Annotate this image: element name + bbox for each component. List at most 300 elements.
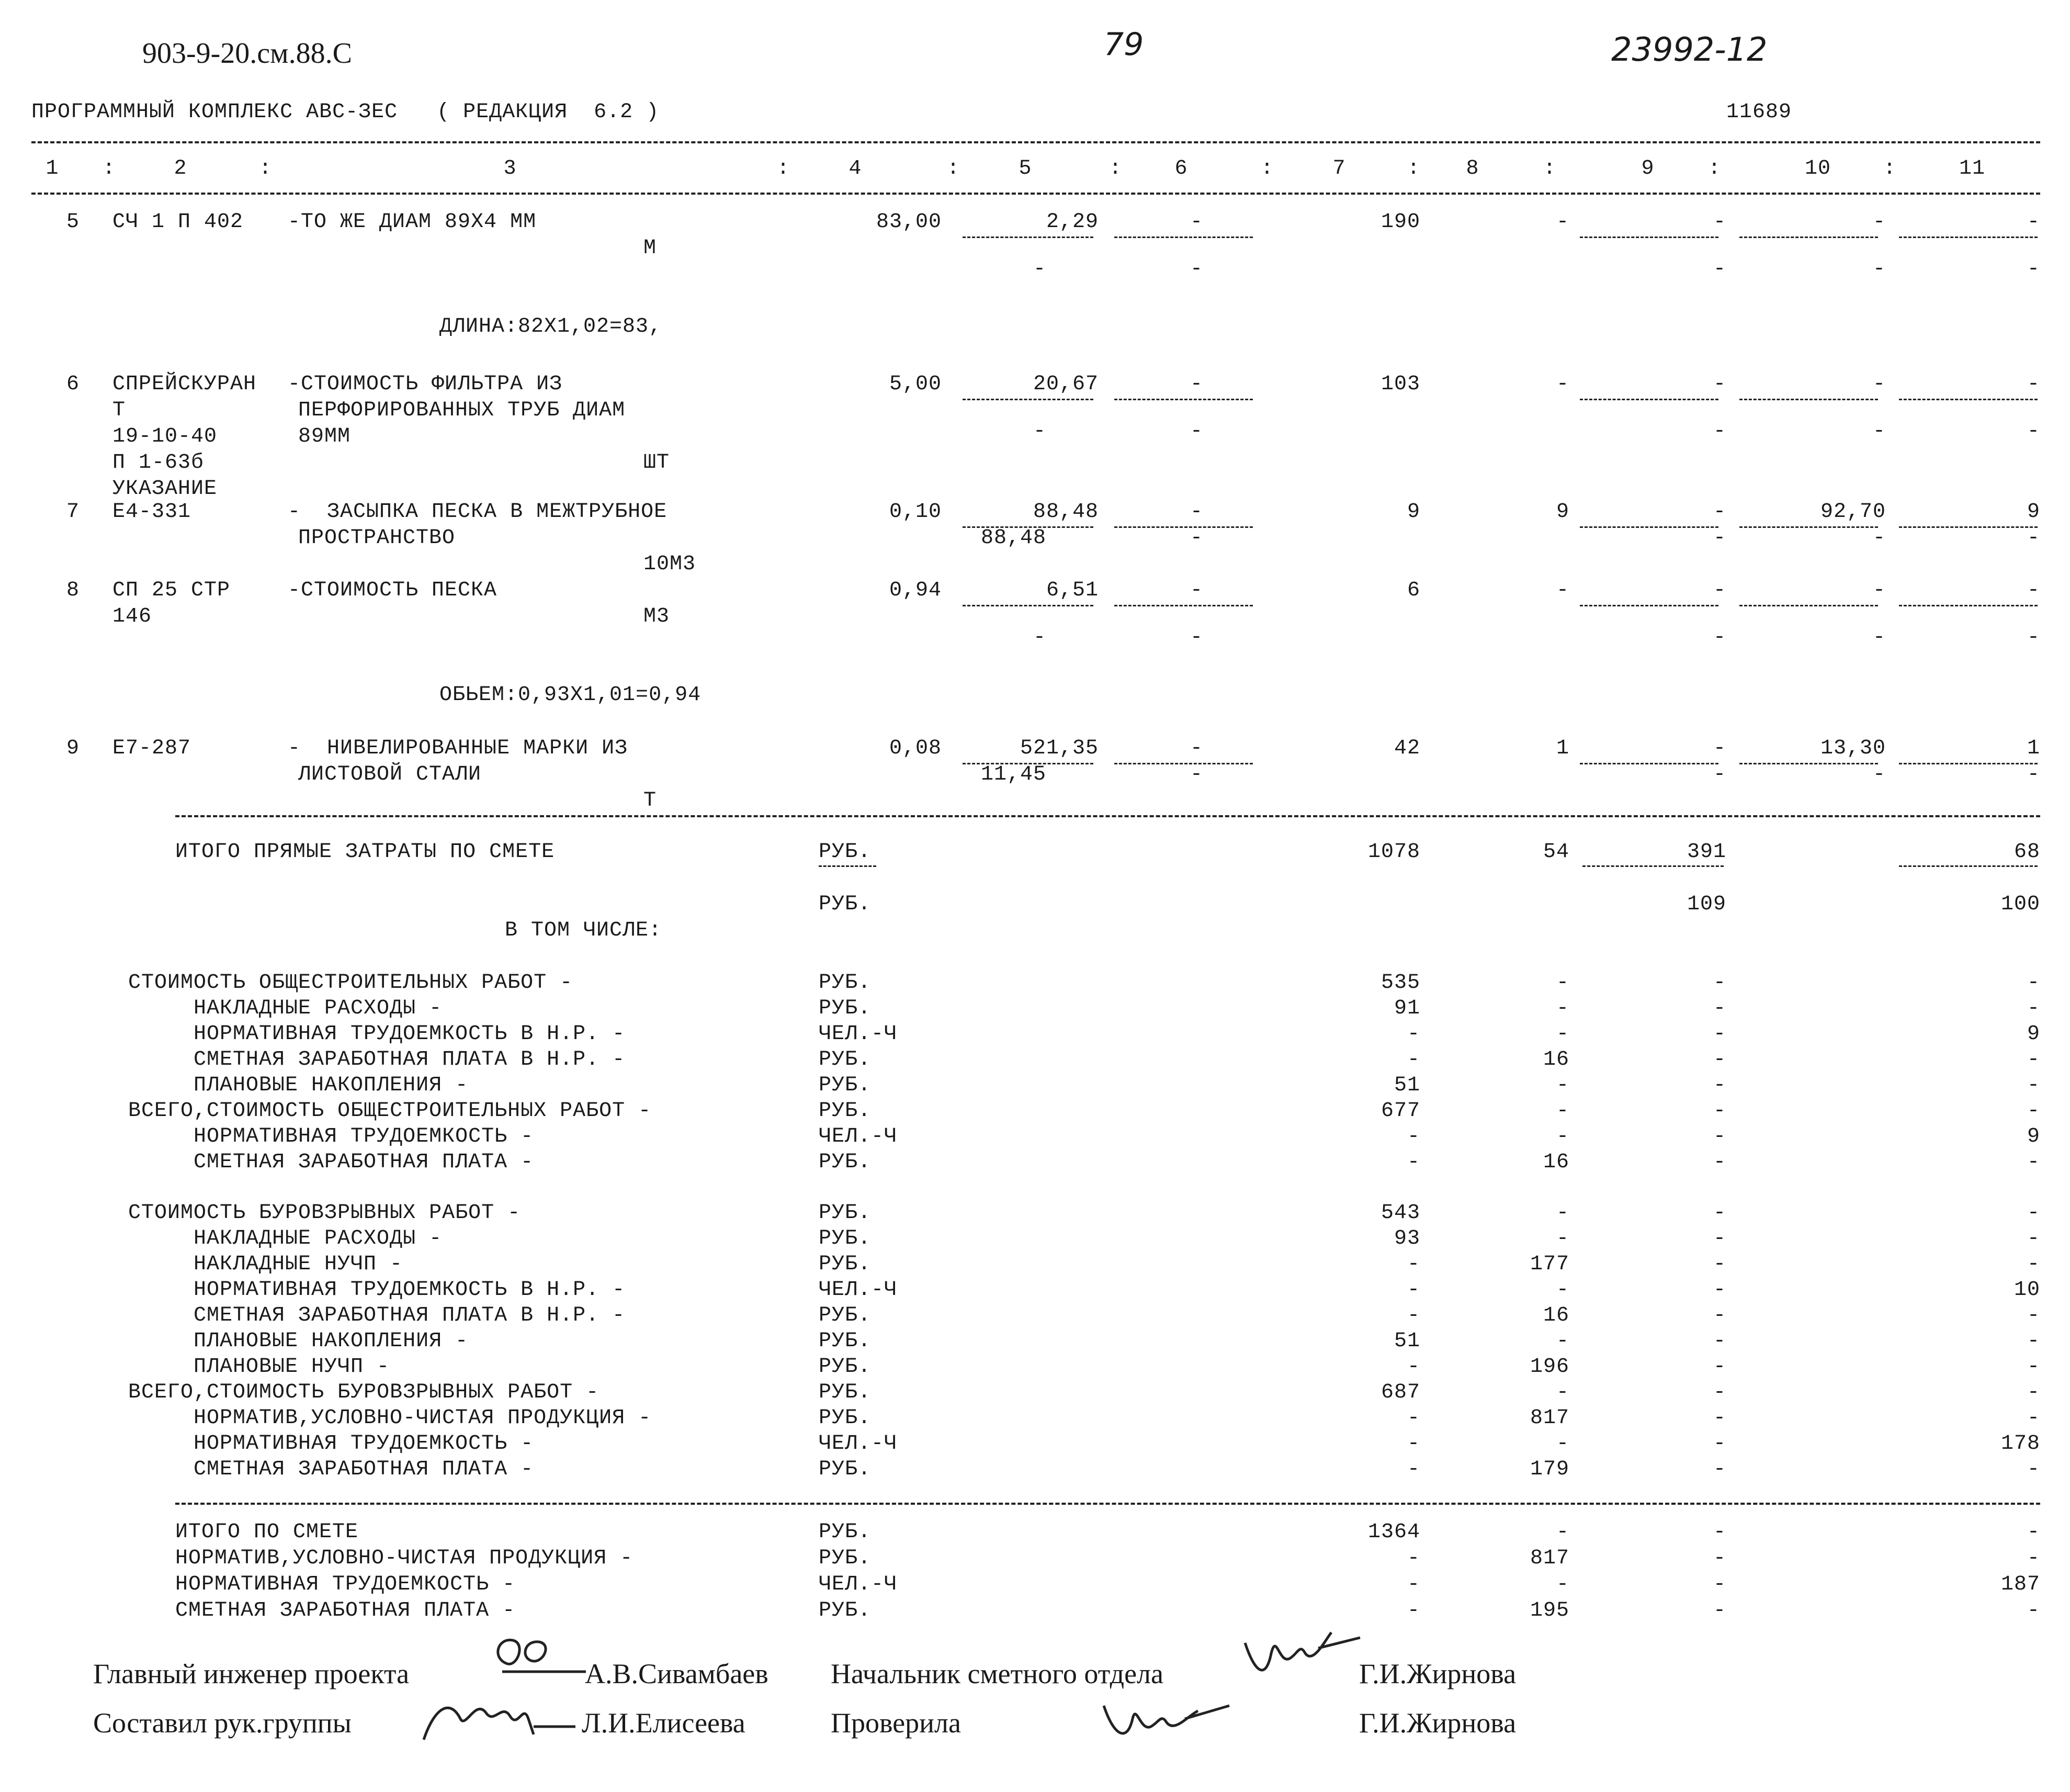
sub-col11: - <box>2027 526 2040 550</box>
col11-value: 9 <box>2027 500 2040 524</box>
summary-col8: - <box>1556 1201 1569 1225</box>
summary-col7: - <box>1407 1278 1420 1302</box>
col9-value: - <box>1713 373 1726 396</box>
grand-total-col8: 195 <box>1530 1599 1569 1622</box>
sub-col10: - <box>1872 526 1886 550</box>
summary-col8: - <box>1556 1227 1569 1250</box>
chief-engineer-label: Главный инженер проекта <box>93 1658 410 1689</box>
summary-col11: 9 <box>2027 1125 2040 1148</box>
col9-value: - <box>1713 210 1726 234</box>
col6-value: - <box>1190 737 1203 760</box>
summary-col8: - <box>1556 1099 1569 1123</box>
rate-code: П 1-63б <box>112 451 205 475</box>
sub-col10: - <box>1872 257 1886 281</box>
sub-col6: - <box>1190 526 1203 550</box>
summary-unit: ЧЕЛ.-Ч <box>819 1432 898 1456</box>
summary-unit: ЧЕЛ.-Ч <box>819 1022 898 1046</box>
grand-total-col7: - <box>1407 1547 1420 1570</box>
rate-code: Е4-331 <box>112 500 191 524</box>
col10-value: 13,30 <box>1820 737 1886 760</box>
summary-col11: - <box>2027 971 2040 995</box>
rate-code: СЧ 1 П 402 <box>112 210 244 234</box>
estimate-head-label: Начальник сметного отдела <box>831 1658 1163 1689</box>
unit-of-measure: ШТ <box>643 451 670 475</box>
col7-value: 103 <box>1381 373 1420 396</box>
summary-col8: - <box>1556 997 1569 1020</box>
column-header-2: 2 <box>174 157 187 181</box>
page-number: 79 <box>1104 26 1144 63</box>
summary-unit: РУБ. <box>819 1304 872 1327</box>
sub-rule <box>1582 865 1724 867</box>
summary-col9: - <box>1713 1432 1726 1456</box>
summary-col9: - <box>1713 1125 1726 1148</box>
compiled-by-signature <box>413 1687 581 1750</box>
summary-col7: 543 <box>1381 1201 1420 1225</box>
summary-col9: - <box>1713 1329 1726 1353</box>
summary-label: НОРМАТИВНАЯ ТРУДОЕМКОСТЬ - <box>194 1432 534 1456</box>
col8-value: - <box>1556 373 1569 396</box>
summary-col9: - <box>1713 1304 1726 1327</box>
col9-value: - <box>1713 579 1726 602</box>
program-header: ПРОГРАММНЫЙ КОМПЛЕКС АВС-ЗЕС ( РЕДАКЦИЯ 6.2 ) <box>31 100 660 124</box>
work-description: -ТО ЖЕ ДИАМ 89Х4 ММ <box>288 210 537 234</box>
summary-col8: 16 <box>1543 1048 1569 1072</box>
column-separator: : <box>1708 157 1722 181</box>
summary-label: НОРМАТИВНАЯ ТРУДОЕМКОСТЬ - <box>194 1125 534 1148</box>
sub-col5: - <box>1033 626 1046 649</box>
summary-col9: - <box>1713 1278 1726 1302</box>
summary-unit: РУБ. <box>819 1253 872 1276</box>
row-number: 8 <box>66 579 80 602</box>
estimate-head-name: Г.И.Жирнова <box>1359 1658 1517 1689</box>
grand-total-label: СМЕТНАЯ ЗАРАБОТНАЯ ПЛАТА - <box>175 1599 516 1622</box>
col11-value: - <box>2027 210 2040 234</box>
sub-rule <box>1114 605 1253 606</box>
unit-of-measure: Т <box>643 789 657 813</box>
summary-col7: - <box>1407 1048 1420 1072</box>
calculation-note: ОБЬЕМ:0,93Х1,01=0,94 <box>439 683 702 707</box>
grand-total-col7: - <box>1407 1599 1420 1622</box>
summary-col7: 535 <box>1381 971 1420 995</box>
work-description: 89ММ <box>298 425 351 448</box>
sub-col9: - <box>1713 763 1726 786</box>
checked-by-name: Г.И.Жирнова <box>1359 1707 1517 1739</box>
rate-code: 146 <box>112 605 152 628</box>
summary-col9: - <box>1713 1406 1726 1430</box>
col8-value: 9 <box>1556 500 1569 524</box>
summary-col8: - <box>1556 1381 1569 1404</box>
direct-costs-col9: 391 <box>1687 840 1726 864</box>
sub-col5: 88,48 <box>980 526 1046 550</box>
column-separator: : <box>259 157 273 181</box>
summary-label: ПЛАНОВЫЕ НУЧП - <box>194 1355 390 1379</box>
summary-label: НОРМАТИВ,УСЛОВНО-ЧИСТАЯ ПРОДУКЦИЯ - <box>194 1406 652 1430</box>
direct-costs-col11: 68 <box>2014 840 2040 864</box>
grand-total-col9: - <box>1713 1573 1726 1596</box>
work-description: ПРОСТРАНСТВО <box>298 526 456 550</box>
work-description: ПЕРФОРИРОВАННЫХ ТРУБ ДИАМ <box>298 399 626 422</box>
sub-col9: - <box>1713 626 1726 649</box>
summary-label: НАКЛАДНЫЕ НУЧП - <box>194 1253 403 1276</box>
unit-price: 20,67 <box>1033 373 1099 396</box>
work-description: - НИВЕЛИРОВАННЫЕ МАРКИ ИЗ <box>288 737 628 760</box>
sub-col11: - <box>2027 420 2040 443</box>
summary-col7: 687 <box>1381 1381 1420 1404</box>
summary-col9: - <box>1713 1099 1726 1123</box>
sub-col5: - <box>1033 420 1046 443</box>
summary-col11: - <box>2027 1355 2040 1379</box>
checked-by-signature <box>1099 1690 1235 1748</box>
direct-costs-col7: 1078 <box>1367 840 1420 864</box>
summary-col11: - <box>2027 1048 2040 1072</box>
summary-col7: - <box>1407 1022 1420 1046</box>
sub-rule <box>1739 605 1878 606</box>
grand-total-col8: 817 <box>1530 1547 1569 1570</box>
summary-unit: РУБ. <box>819 997 872 1020</box>
row-number: 6 <box>66 373 80 396</box>
summary-col7: 677 <box>1381 1099 1420 1123</box>
sub-col11: - <box>2027 626 2040 649</box>
summary-col11: - <box>2027 1227 2040 1250</box>
summary-col11: - <box>2027 1304 2040 1327</box>
rate-code: 19-10-40 <box>112 425 218 448</box>
summary-col9: - <box>1713 1253 1726 1276</box>
col10-value: 92,70 <box>1820 500 1886 524</box>
col7-value: 9 <box>1407 500 1420 524</box>
col7-value: 190 <box>1381 210 1420 234</box>
chief-engineer-name: А.В.Сивамбаев <box>585 1658 768 1689</box>
row-number: 5 <box>66 210 80 234</box>
column-header-10: 10 <box>1804 157 1831 181</box>
summary-col11: - <box>2027 1329 2040 1353</box>
sub-col10: - <box>1872 763 1886 786</box>
column-header-11: 11 <box>1959 157 1985 181</box>
summary-col9: - <box>1713 1201 1726 1225</box>
totals-rule <box>175 815 2040 817</box>
rate-code: СПРЕЙСКУРАН <box>112 373 257 396</box>
sub-col6: - <box>1190 763 1203 786</box>
column-header-1: 1 <box>46 157 59 181</box>
unit-price: 2,29 <box>1046 210 1099 234</box>
sub-col11: - <box>2027 257 2040 281</box>
sub-col6: - <box>1190 257 1203 281</box>
grand-total-col9: - <box>1713 1547 1726 1570</box>
summary-unit: РУБ. <box>819 1099 872 1123</box>
summary-unit: РУБ. <box>819 1355 872 1379</box>
grand-total-unit: РУБ. <box>819 1547 872 1570</box>
summary-unit: РУБ. <box>819 1048 872 1072</box>
document-code: 903-9-20.см.88.С <box>142 37 352 70</box>
grand-total-col11: - <box>2027 1599 2040 1622</box>
summary-label: ВСЕГО,СТОИМОСТЬ БУРОВЗРЫВНЫХ РАБОТ - <box>128 1381 599 1404</box>
summary-col9: - <box>1713 1381 1726 1404</box>
summary-col8: - <box>1556 1278 1569 1302</box>
sub-col6: - <box>1190 626 1203 649</box>
sub-rule <box>1114 399 1253 400</box>
column-header-rule <box>31 193 2040 195</box>
summary-col11: - <box>2027 1253 2040 1276</box>
summary-col8: - <box>1556 1432 1569 1456</box>
summary-col7: - <box>1407 1151 1420 1174</box>
summary-unit: РУБ. <box>819 1381 872 1404</box>
column-header-8: 8 <box>1466 157 1479 181</box>
sub-col10: - <box>1872 420 1886 443</box>
rate-code: Е7-287 <box>112 737 191 760</box>
column-separator: : <box>1543 157 1557 181</box>
summary-col7: - <box>1407 1304 1420 1327</box>
quantity: 0,08 <box>889 737 942 760</box>
sub-rule <box>1899 605 2038 606</box>
summary-col8: - <box>1556 971 1569 995</box>
grand-total-unit: РУБ. <box>819 1599 872 1622</box>
rate-code: Т <box>112 399 126 422</box>
summary-label: НОРМАТИВНАЯ ТРУДОЕМКОСТЬ В Н.Р. - <box>194 1278 626 1302</box>
col8-value: - <box>1556 210 1569 234</box>
unit-of-measure: 10М3 <box>643 553 696 576</box>
summary-col11: - <box>2027 1406 2040 1430</box>
summary-label: НАКЛАДНЫЕ РАСХОДЫ - <box>194 997 443 1020</box>
grand-total-label: НОРМАТИВ,УСЛОВНО-ЧИСТАЯ ПРОДУКЦИЯ - <box>175 1547 634 1570</box>
sheet-id: 11689 <box>1726 100 1792 124</box>
col8-value: 1 <box>1556 737 1569 760</box>
grand-total-col11: - <box>2027 1520 2040 1544</box>
column-separator: : <box>1407 157 1421 181</box>
summary-col8: 179 <box>1530 1458 1569 1481</box>
summary-unit: ЧЕЛ.-Ч <box>819 1125 898 1148</box>
summary-unit: РУБ. <box>819 1227 872 1250</box>
summary-label: СМЕТНАЯ ЗАРАБОТНАЯ ПЛАТА В Н.Р. - <box>194 1048 626 1072</box>
grand-total-col8: - <box>1556 1573 1569 1596</box>
sub-col9: - <box>1713 526 1726 550</box>
column-separator: : <box>1109 157 1123 181</box>
sub-col5: 11,45 <box>980 763 1046 786</box>
sub-col5: - <box>1033 257 1046 281</box>
unit-price: 521,35 <box>1020 737 1099 760</box>
grand-total-col7: 1364 <box>1367 1520 1420 1544</box>
col9-value: - <box>1713 737 1726 760</box>
summary-col11: - <box>2027 997 2040 1020</box>
compiled-by-label: Составил рук.группы <box>93 1707 352 1739</box>
summary-col8: - <box>1556 1074 1569 1097</box>
column-separator: : <box>1261 157 1274 181</box>
summary-col9: - <box>1713 1074 1726 1097</box>
sub-rule <box>1899 399 2038 400</box>
direct-costs-col9-b: 109 <box>1687 893 1726 916</box>
grand-total-col9: - <box>1713 1520 1726 1544</box>
summary-label: ВСЕГО,СТОИМОСТЬ ОБЩЕСТРОИТЕЛЬНЫХ РАБОТ - <box>128 1099 652 1123</box>
col7-value: 42 <box>1394 737 1420 760</box>
summary-label: ПЛАНОВЫЕ НАКОПЛЕНИЯ - <box>194 1074 469 1097</box>
summary-col9: - <box>1713 1458 1726 1481</box>
summary-col9: - <box>1713 971 1726 995</box>
checked-by-label: Проверила <box>831 1707 961 1739</box>
column-separator: : <box>777 157 790 181</box>
summary-col11: 9 <box>2027 1022 2040 1046</box>
quantity: 83,00 <box>876 210 942 234</box>
col7-value: 6 <box>1407 579 1420 602</box>
summary-col8: - <box>1556 1125 1569 1148</box>
col9-value: - <box>1713 500 1726 524</box>
column-separator: : <box>103 157 116 181</box>
grand-total-col11: 187 <box>2000 1573 2040 1596</box>
chief-engineer-signature <box>487 1627 596 1685</box>
col11-value: - <box>2027 579 2040 602</box>
work-description: -СТОИМОСТЬ ФИЛЬТРА ИЗ <box>288 373 563 396</box>
summary-col8: - <box>1556 1022 1569 1046</box>
column-separator: : <box>947 157 960 181</box>
col10-value: - <box>1872 579 1886 602</box>
summary-unit: РУБ. <box>819 1074 872 1097</box>
summary-col7: - <box>1407 1432 1420 1456</box>
sub-rule <box>1580 236 1718 238</box>
summary-col9: - <box>1713 1022 1726 1046</box>
sub-col11: - <box>2027 763 2040 786</box>
row-number: 7 <box>66 500 80 524</box>
sub-rule <box>963 605 1093 606</box>
summary-col11: - <box>2027 1099 2040 1123</box>
col11-value: 1 <box>2027 737 2040 760</box>
summary-unit: РУБ. <box>819 1458 872 1481</box>
column-separator: : <box>1883 157 1897 181</box>
col6-value: - <box>1190 373 1203 396</box>
summary-unit: ЧЕЛ.-Ч <box>819 1278 898 1302</box>
compiled-by-name: Л.И.Елисеева <box>582 1707 745 1739</box>
sub-col10: - <box>1872 626 1886 649</box>
summary-col7: - <box>1407 1125 1420 1148</box>
sub-col9: - <box>1713 420 1726 443</box>
summary-unit: РУБ. <box>819 1406 872 1430</box>
sub-rule <box>819 865 876 867</box>
summary-col7: 93 <box>1394 1227 1420 1250</box>
sub-col6: - <box>1190 420 1203 443</box>
summary-col7: 51 <box>1394 1329 1420 1353</box>
unit-price: 6,51 <box>1046 579 1099 602</box>
work-description: - ЗАСЫПКА ПЕСКА В МЕЖТРУБНОЕ <box>288 500 668 524</box>
grand-total-label: НОРМАТИВНАЯ ТРУДОЕМКОСТЬ - <box>175 1573 516 1596</box>
summary-col9: - <box>1713 997 1726 1020</box>
summary-col11: - <box>2027 1381 2040 1404</box>
summary-col11: - <box>2027 1458 2040 1481</box>
grand-total-col8: - <box>1556 1520 1569 1544</box>
col6-value: - <box>1190 579 1203 602</box>
summary-col8: 196 <box>1530 1355 1569 1379</box>
column-header-9: 9 <box>1641 157 1655 181</box>
summary-col7: - <box>1407 1253 1420 1276</box>
summary-col7: 51 <box>1394 1074 1420 1097</box>
direct-costs-unit-2: РУБ. <box>819 893 872 916</box>
summary-col11: - <box>2027 1074 2040 1097</box>
summary-col8: 16 <box>1543 1151 1569 1174</box>
unit-price: 88,48 <box>1033 500 1099 524</box>
grand-total-label: ИТОГО ПО СМЕТЕ <box>175 1520 359 1544</box>
direct-costs-total-label: ИТОГО ПРЯМЫЕ ЗАТРАТЫ ПО СМЕТЕ <box>175 840 555 864</box>
sub-rule <box>963 399 1093 400</box>
column-header-7: 7 <box>1332 157 1346 181</box>
sub-rule <box>1899 865 2038 867</box>
summary-col7: - <box>1407 1355 1420 1379</box>
grand-total-unit: ЧЕЛ.-Ч <box>819 1573 898 1596</box>
summary-col9: - <box>1713 1151 1726 1174</box>
sub-rule <box>1899 236 2038 238</box>
summary-col11: - <box>2027 1151 2040 1174</box>
table-top-rule <box>31 141 2040 143</box>
col8-value: - <box>1556 579 1569 602</box>
summary-col7: 91 <box>1394 997 1420 1020</box>
summary-unit: РУБ. <box>819 1329 872 1353</box>
grand-total-unit: РУБ. <box>819 1520 872 1544</box>
summary-label: СМЕТНАЯ ЗАРАБОТНАЯ ПЛАТА - <box>194 1458 534 1481</box>
sub-rule <box>1114 236 1253 238</box>
summary-col8: - <box>1556 1329 1569 1353</box>
summary-label: НОРМАТИВНАЯ ТРУДОЕМКОСТЬ В Н.Р. - <box>194 1022 626 1046</box>
column-header-5: 5 <box>1019 157 1032 181</box>
summary-col9: - <box>1713 1355 1726 1379</box>
summary-label: СМЕТНАЯ ЗАРАБОТНАЯ ПЛАТА В Н.Р. - <box>194 1304 626 1327</box>
grand-total-col9: - <box>1713 1599 1726 1622</box>
archive-stamp-number: 23992-12 <box>1611 30 1768 69</box>
direct-costs-unit: РУБ. <box>819 840 872 864</box>
summary-col8: 817 <box>1530 1406 1569 1430</box>
including-label: В ТОМ ЧИСЛЕ: <box>505 919 662 942</box>
sub-col9: - <box>1713 257 1726 281</box>
rate-code: СП 25 СТР <box>112 579 231 602</box>
grand-total-col11: - <box>2027 1547 2040 1570</box>
summary-col8: 177 <box>1530 1253 1569 1276</box>
column-header-4: 4 <box>849 157 862 181</box>
rate-code: УКАЗАНИЕ <box>112 477 218 501</box>
summary-label: ПЛАНОВЫЕ НАКОПЛЕНИЯ - <box>194 1329 469 1353</box>
sub-rule <box>1580 399 1718 400</box>
summary-col7: - <box>1407 1406 1420 1430</box>
work-description: -СТОИМОСТЬ ПЕСКА <box>288 579 497 602</box>
sub-rule <box>1739 236 1878 238</box>
summary-label: СТОИМОСТЬ ОБЩЕСТРОИТЕЛЬНЫХ РАБОТ - <box>128 971 573 995</box>
direct-costs-col8: 54 <box>1543 840 1569 864</box>
col11-value: - <box>2027 373 2040 396</box>
grand-total-rule <box>175 1503 2040 1505</box>
summary-label: СТОИМОСТЬ БУРОВЗРЫВНЫХ РАБОТ - <box>128 1201 521 1225</box>
work-description: ЛИСТОВОЙ СТАЛИ <box>298 763 482 786</box>
col6-value: - <box>1190 500 1203 524</box>
quantity: 5,00 <box>889 373 942 396</box>
summary-col11: 10 <box>2014 1278 2040 1302</box>
summary-col11: 178 <box>2000 1432 2040 1456</box>
unit-of-measure: М3 <box>643 605 670 628</box>
unit-of-measure: М <box>643 236 657 260</box>
grand-total-col7: - <box>1407 1573 1420 1596</box>
sub-rule <box>963 236 1093 238</box>
summary-col8: 16 <box>1543 1304 1569 1327</box>
calculation-note: ДЛИНА:82Х1,02=83, <box>439 315 662 339</box>
direct-costs-col11-b: 100 <box>2000 893 2040 916</box>
summary-unit: РУБ. <box>819 1201 872 1225</box>
summary-unit: РУБ. <box>819 971 872 995</box>
summary-col11: - <box>2027 1201 2040 1225</box>
summary-col9: - <box>1713 1048 1726 1072</box>
quantity: 0,10 <box>889 500 942 524</box>
col10-value: - <box>1872 373 1886 396</box>
sub-rule <box>1739 399 1878 400</box>
summary-unit: РУБ. <box>819 1151 872 1174</box>
quantity: 0,94 <box>889 579 942 602</box>
row-number: 9 <box>66 737 80 760</box>
summary-col7: - <box>1407 1458 1420 1481</box>
column-header-6: 6 <box>1174 157 1188 181</box>
summary-label: НАКЛАДНЫЕ РАСХОДЫ - <box>194 1227 443 1250</box>
sub-rule <box>1580 605 1718 606</box>
col10-value: - <box>1872 210 1886 234</box>
column-header-3: 3 <box>503 157 517 181</box>
